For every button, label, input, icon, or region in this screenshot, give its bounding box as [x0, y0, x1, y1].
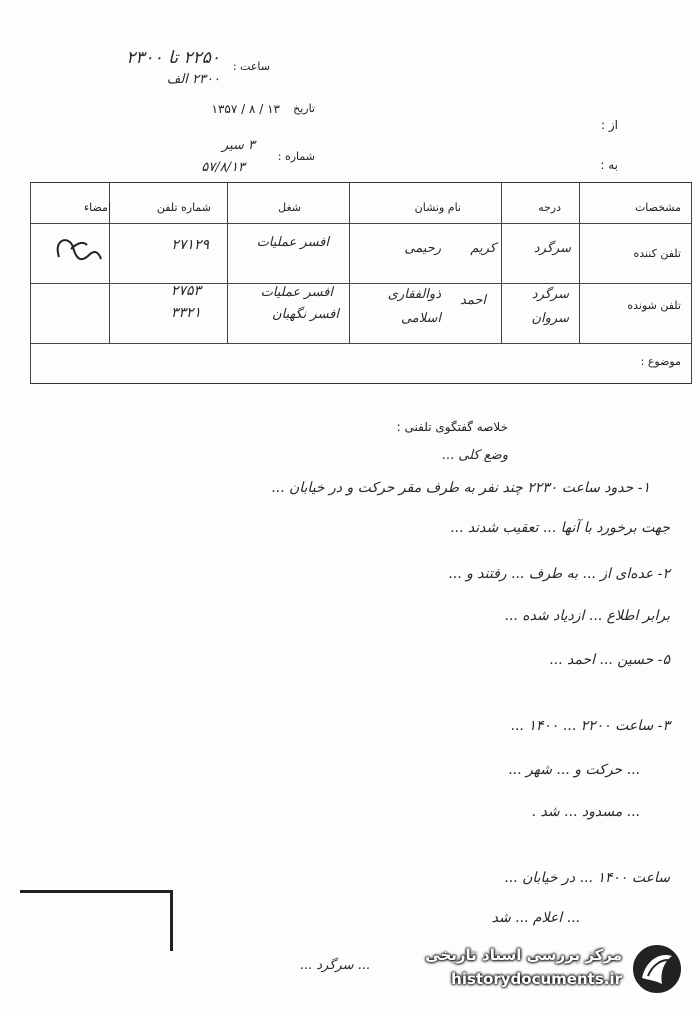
archive-logo-icon: [630, 942, 684, 996]
row1-job: افسر عملیات: [256, 235, 329, 250]
call-details-table: [30, 182, 692, 384]
summary-line: ۵- حسین ... احمد ...: [549, 652, 670, 668]
number-value: ۳ سیر: [221, 138, 255, 153]
row2-job: افسر عملیات: [260, 285, 333, 300]
number-label: شماره :: [277, 150, 315, 163]
summary-line: ... حرکت و ... شهر ...: [508, 762, 640, 778]
summary-line: ساعت ۱۴۰۰ ... در خیابان ...: [504, 870, 670, 886]
date-label: تاریخ: [293, 102, 315, 115]
header-job: شغل: [278, 201, 301, 214]
row1-name-first: کریم: [470, 241, 496, 256]
row2-label: تلفن شونده: [627, 299, 681, 312]
summary-line: ... اعلام ... شد: [491, 910, 580, 926]
number-value-2: ۵۷/۸/۱۳: [201, 160, 245, 175]
subject-label: موضوع :: [640, 355, 681, 368]
summary-line: جهت برخورد با آنها ... تعقیب شدند ...: [450, 520, 670, 536]
signature-scribble: [51, 229, 107, 269]
date-value: ۱۳ / ۸ / ۱۳۵۷: [211, 102, 280, 116]
row2-name-line2: اسلامی: [400, 311, 441, 326]
row1-name-last: رحیمی: [404, 241, 441, 256]
row2-name-first: احمد: [460, 293, 486, 308]
time-value: ۲۲۵۰ تا ۲۳۰۰: [126, 48, 220, 68]
row2-job-2: افسر نگهبان: [272, 307, 339, 322]
header-rank: درجه: [538, 201, 561, 214]
row1-phone: ۲۷۱۲۹: [171, 237, 209, 253]
row2-phone: ۲۷۵۳: [170, 283, 201, 299]
watermark: [392, 940, 692, 1000]
row2-name-last: ذوالفقاری: [387, 287, 441, 302]
summary-line: ۲- عده‌ای از ... به طرف ... رفتند و ...: [448, 566, 670, 582]
to-label: به :: [600, 158, 618, 172]
header-name: نام ونشان: [414, 201, 461, 214]
row2-rank: سرگرد: [531, 287, 569, 302]
summary-line: وضع کلی ...: [441, 448, 508, 463]
header-specs: مشخصات: [634, 201, 681, 214]
row2-rank-2: سروان: [531, 311, 569, 326]
summary-title: خلاصه گفتگوی تلفنی :: [396, 420, 508, 434]
row1-rank: سرگرد: [533, 241, 571, 256]
time-label: ساعت :: [232, 60, 270, 73]
summary-line: ... سرگرد ...: [299, 958, 370, 973]
header-signature: امضاء: [83, 201, 111, 214]
summary-line: ۳- ساعت ۲۲۰۰ ... ۱۴۰۰ ...: [510, 718, 670, 734]
watermark-title: مرکز بررسی اسناد تاریخی: [425, 946, 622, 964]
stamp: [20, 890, 173, 951]
row1-label: تلفن کننده: [633, 247, 681, 260]
header-phone: شماره تلفن: [156, 201, 211, 214]
summary-line: ۱- حدود ساعت ۲۲۳۰ چند نفر به طرف مقر حرکت و در خیابان ...: [271, 480, 650, 496]
summary-line: برابر اطلاع ... ازدیاد شده ...: [504, 608, 670, 624]
row2-phone-2: ۳۳۲۱: [170, 305, 201, 321]
from-label: از :: [601, 118, 618, 132]
summary-line: ... مسدود ... شد .: [531, 804, 640, 820]
time-value-2: ۲۳۰۰ الف: [166, 72, 220, 87]
watermark-url: historydocuments.ir: [451, 970, 622, 988]
